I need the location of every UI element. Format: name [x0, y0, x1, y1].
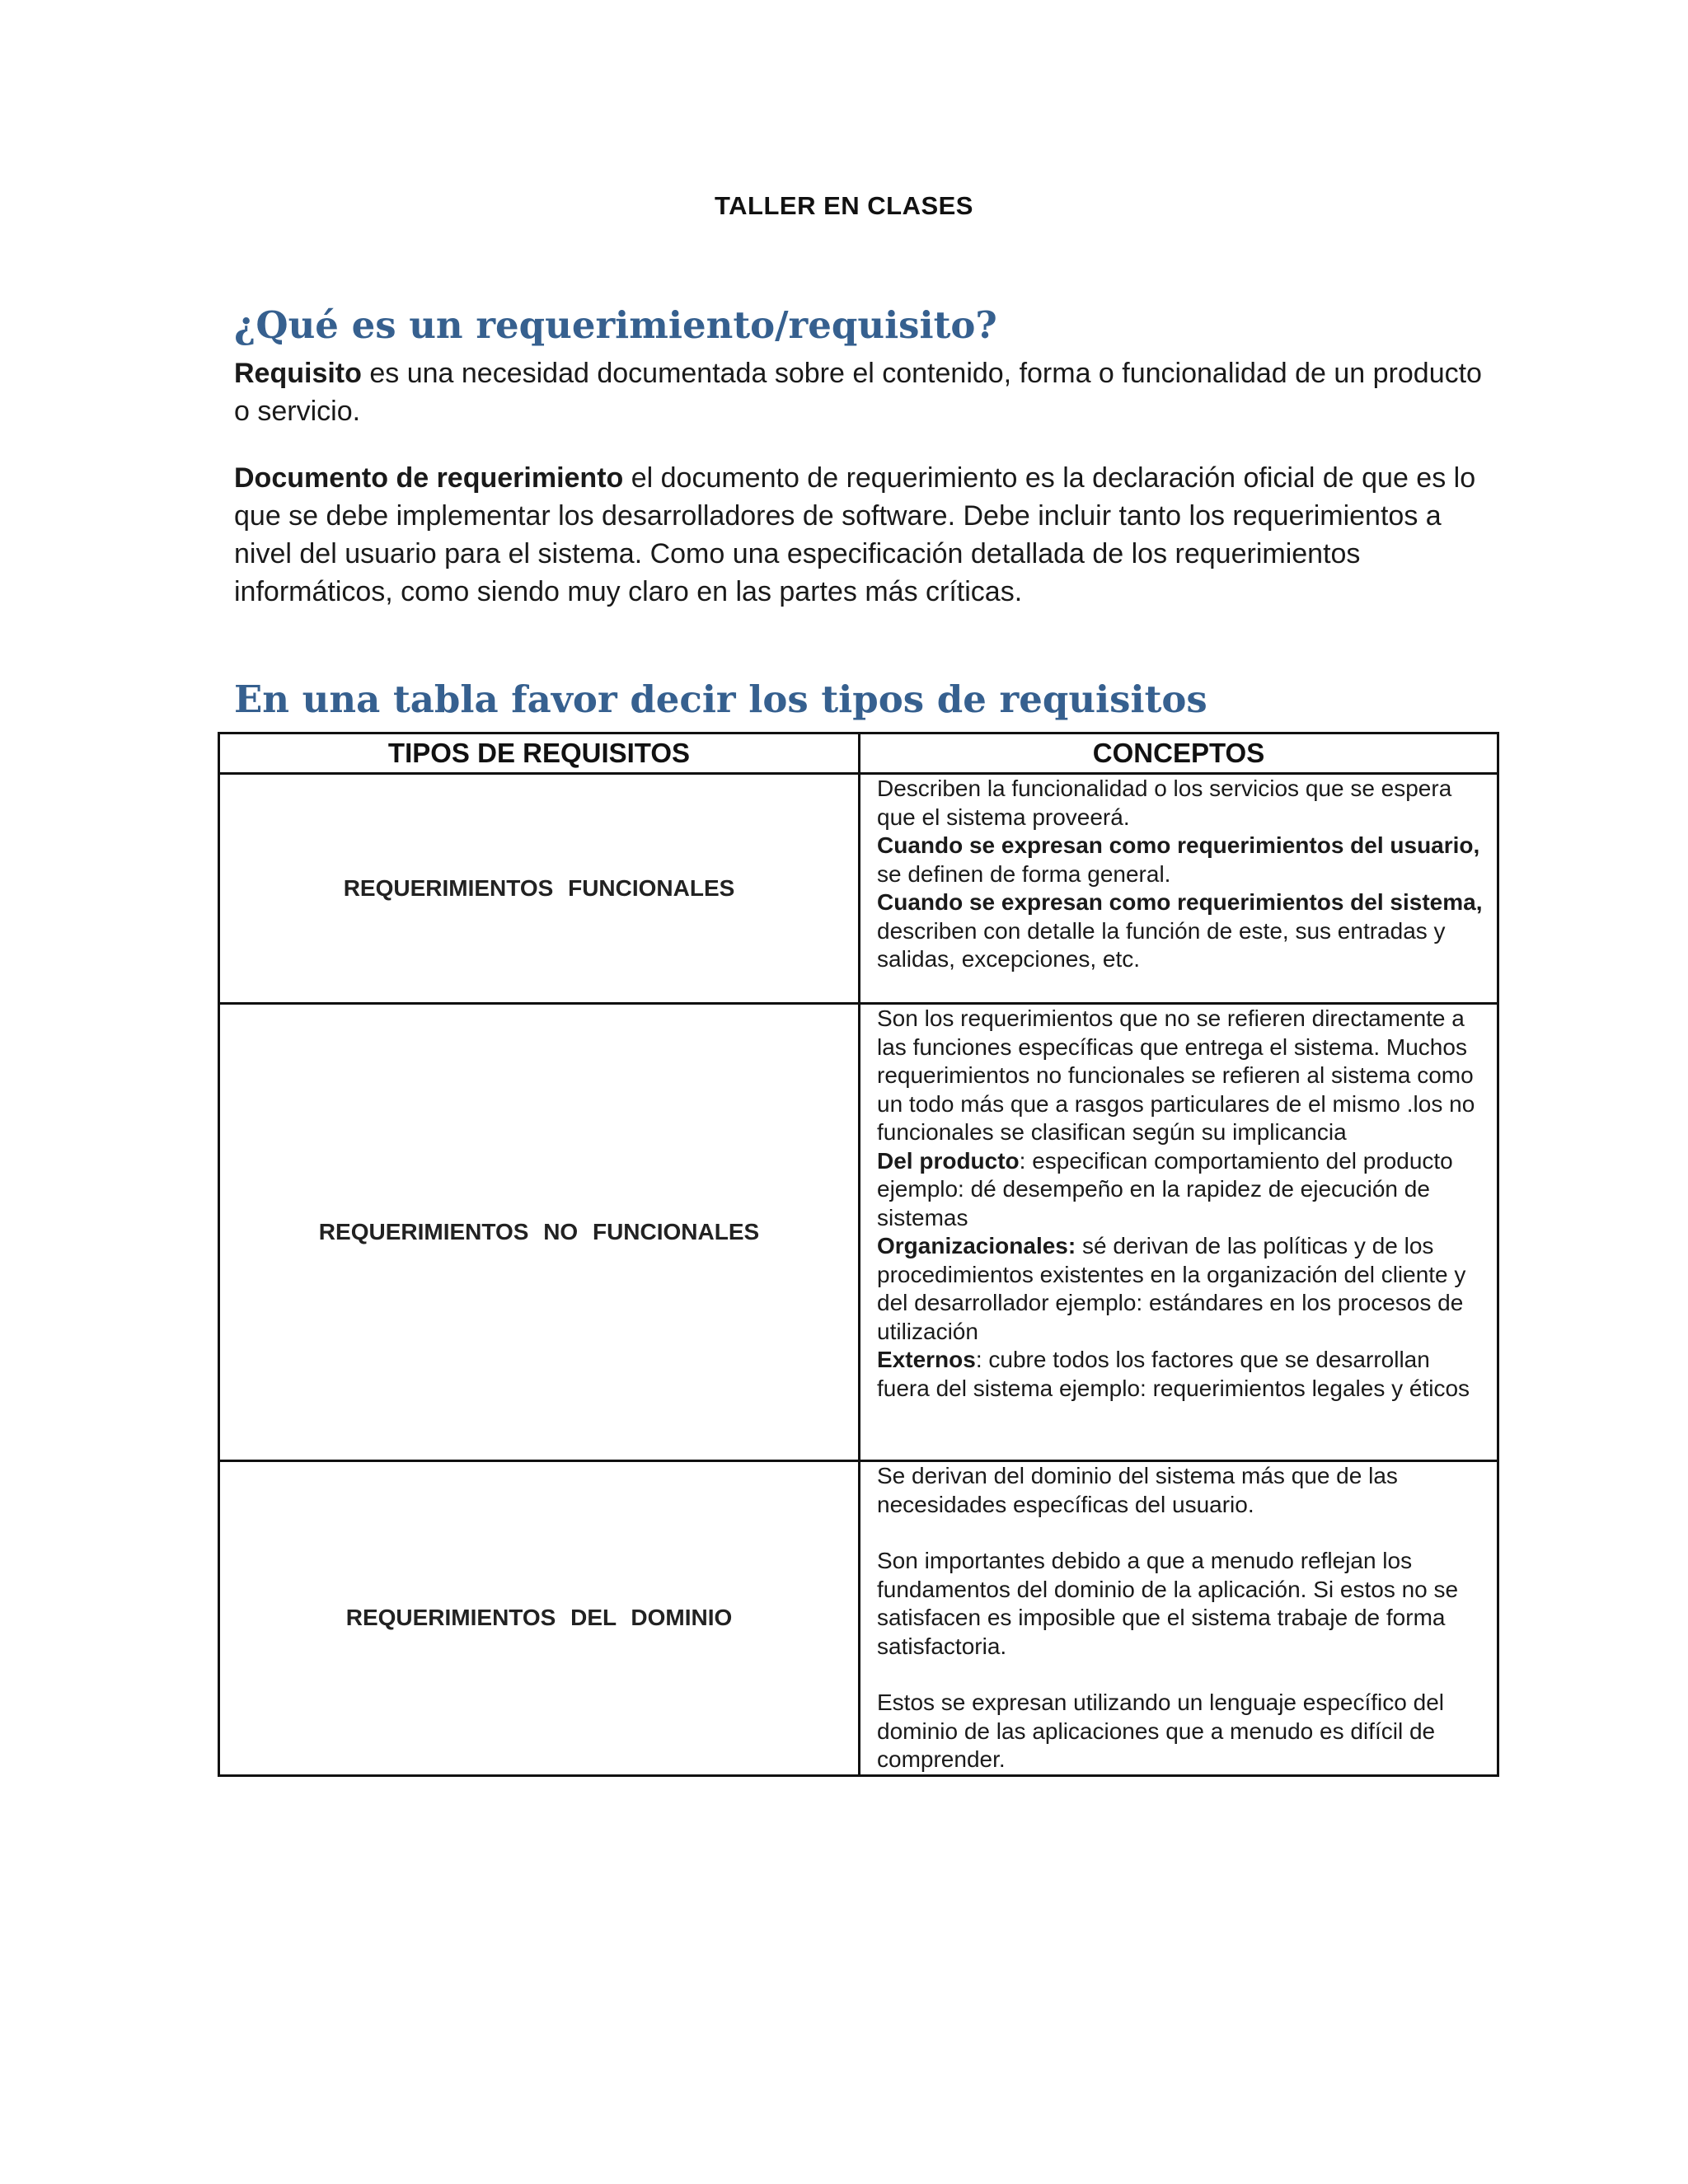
row-type-domain: REQUERIMIENTOS DEL DOMINIO — [219, 1461, 860, 1776]
concept-item — [877, 888, 1487, 974]
spacer — [877, 1519, 1487, 1547]
table-row — [219, 774, 1498, 1004]
row-concept-non-functional — [860, 1004, 1498, 1461]
concept-item — [877, 1147, 1487, 1233]
document-paragraph — [234, 459, 1487, 611]
spacer — [877, 1661, 1487, 1689]
concept-text: Son los requerimientos que no se refieren directamente a las funciones específicas que entrega el sistema. Muchos requerimientos no funcionales se refieren al sistema como un todo más que a rasgos particulares de el mismo .los no funcionales se clasifican según su implicancia — [877, 1005, 1475, 1145]
document-term: Documento de requerimiento — [234, 462, 624, 494]
concept-text: describen con detalle la función de este, sus entradas y salidas, excepciones, etc. — [877, 917, 1446, 972]
requisito-definition: es una necesidad documentada sobre el contenido, forma o funcionalidad de un producto o servicio. — [234, 358, 1482, 427]
concept-text: : especifican comportamiento del producto ejemplo: dé desempeño en la rapidez de ejecución de sistemas — [877, 1147, 1453, 1230]
row-concept-domain — [860, 1461, 1498, 1776]
row-type-functional: REQUERIMIENTOS FUNCIONALES — [219, 774, 860, 1004]
concept-text: : cubre todos los factores que se desarrollan fuera del sistema ejemplo: requerimientos legales y éticos — [877, 1347, 1470, 1401]
concept-text: Estos se expresan utilizando un lenguaje específico del dominio de las aplicaciones que a menudo es difícil de comprender. — [877, 1690, 1444, 1772]
page-title: TALLER EN CLASES — [715, 191, 973, 220]
requisito-paragraph — [234, 354, 1487, 430]
section-heading-requirement: ¿Qué es un requerimiento/requisito? — [234, 303, 997, 347]
concept-text: Se derivan del dominio del sistema más que de las necesidades específicas del usuario. — [877, 1463, 1398, 1517]
concept-text: se definen de forma general. — [877, 860, 1171, 887]
concept-text: Describen la funcionalidad o los servicios que se espera que el sistema proveerá. — [877, 776, 1452, 830]
concept-term: Del producto — [877, 1147, 1020, 1174]
table-header-row — [219, 733, 1498, 774]
concept-item — [877, 832, 1487, 888]
requirements-table — [218, 732, 1499, 1777]
header-types: TIPOS DE REQUISITOS — [219, 733, 860, 774]
concept-text: sé derivan de las políticas y de los procedimientos existentes en la organización del cliente y del desarrollador ejemplo: estándares en los procesos de utilización — [877, 1233, 1466, 1344]
concept-term: Cuando se expresan como requerimientos del sistema, — [877, 889, 1483, 915]
concept-term: Cuando se expresan como requerimientos del usuario, — [877, 832, 1480, 858]
section-heading-table: En una tabla favor decir los tipos de requisitos — [234, 677, 1207, 721]
row-type-non-functional: REQUERIMIENTOS NO FUNCIONALES — [219, 1004, 860, 1461]
concept-term: Externos — [877, 1347, 976, 1372]
concept-term: Organizacionales: — [877, 1233, 1076, 1258]
header-concepts: CONCEPTOS — [860, 733, 1498, 774]
concept-item — [877, 1232, 1487, 1346]
document-definition: el documento de requerimiento es la declaración oficial de que es lo que se debe implementar los desarrolladores de software. Debe incluir tanto los requerimientos a nivel del usuario para el sistema. Como una especificación detallada de los requerimientos informáticos, como siendo muy claro en las partes más críticas. — [234, 462, 1476, 607]
table-row — [219, 1461, 1498, 1776]
concept-item — [877, 1346, 1487, 1403]
row-concept-functional — [860, 774, 1498, 1004]
table-row — [219, 1004, 1498, 1461]
concept-text: Son importantes debido a que a menudo reflejan los fundamentos del dominio de la aplicación. Si estos no se satisfacen es imposible que el sistema trabaje de forma satisfactoria. — [877, 1548, 1459, 1659]
requisito-term: Requisito — [234, 358, 362, 389]
